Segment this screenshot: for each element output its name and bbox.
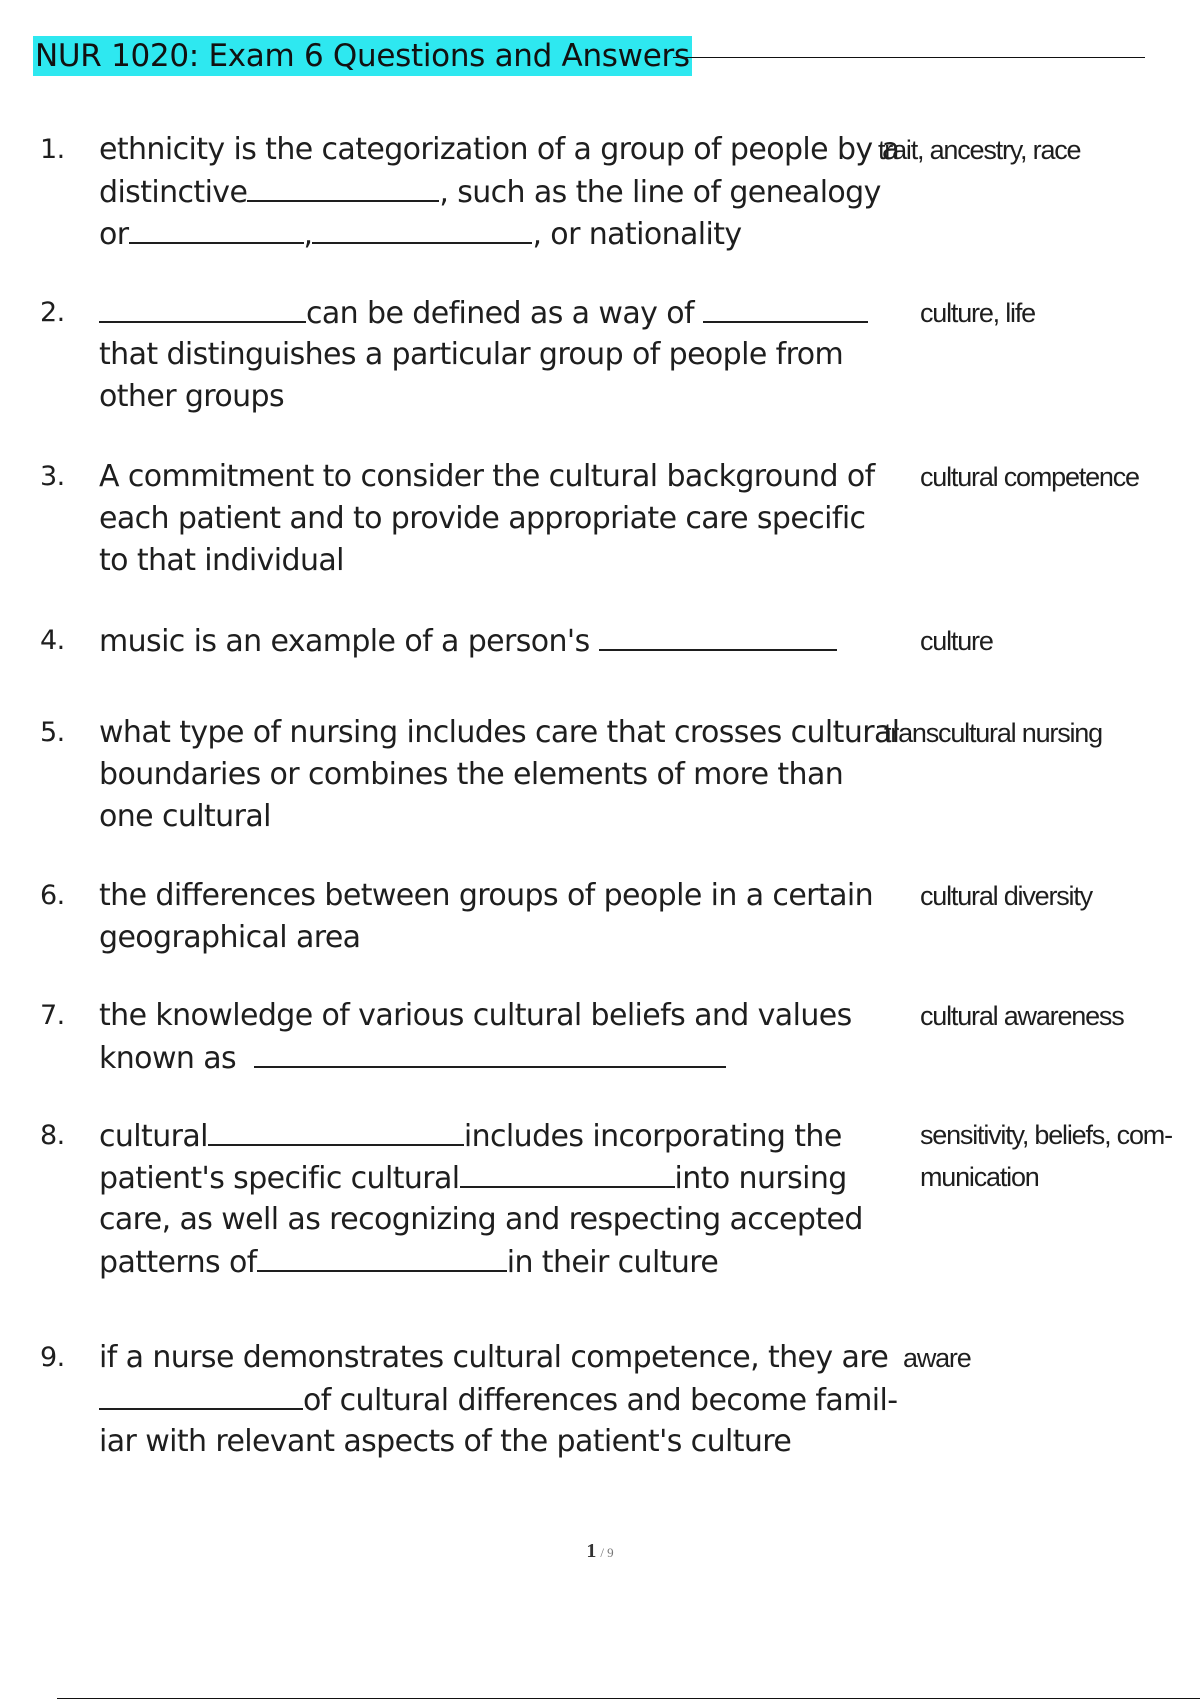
answer-blank [599,619,837,651]
question-text: if a nurse demonstrates cultural competence, they are of cultural differences and become famil- iar with relevant aspects of the patient's culture [99,1340,898,1459]
footer-rule [57,1698,1200,1699]
question-number: 6. [40,880,65,911]
answer-blank [99,1378,303,1410]
answer-text: aware [903,1343,971,1373]
answer-text: sensitivity, beliefs, com- munication [920,1120,1172,1192]
answer-text: cultural competence [920,462,1139,492]
question-number: 8. [40,1120,65,1151]
answer-text: culture [920,626,993,656]
answer-text: transcultural nursing [884,718,1102,748]
question-text: what type of nursing includes care that crosses cultural boundaries or combines the elements of more than one cultural [99,715,900,834]
answer-blank [703,291,868,323]
question-number: 3. [40,461,65,492]
question-text: ethnicity is the categorization of a group of people by a distinctive , such as the line of genealogy or , , or nationality [99,132,900,252]
question-text: cultural includes incorporating the patient's specific cultural into nursing care, as well as recognizing and respecting accepted patterns of in their culture [99,1114,863,1282]
answer-text: cultural diversity [920,881,1092,911]
answer-text: culture, life [920,298,1035,328]
page-title: NUR 1020: Exam 6 Questions and Answers [35,38,690,74]
question-text: the differences between groups of people in a certain geographical area [99,878,874,955]
answer-text: cultural awareness [920,1001,1124,1031]
question-text: A commitment to consider the cultural background of each patient and to provide appropriate care specific to that individual [99,459,875,578]
question-text: music is an example of a person's [99,619,837,663]
header [33,36,1145,76]
question-number: 7. [40,1000,65,1031]
page-current: 1 [586,1540,597,1562]
question-number: 2. [40,297,65,328]
page-number [0,1540,1200,1563]
answer-blank [99,291,306,323]
answer-blank [247,170,439,202]
answer-blank [254,1036,726,1068]
question-number: 9. [40,1342,65,1373]
answer-blank [208,1114,464,1146]
title-rule [673,57,1145,58]
page-total: / 9 [600,1545,614,1560]
answer-blank [312,212,532,244]
answer-text: trait, ancestry, race [878,135,1081,165]
question-text: can be defined as a way of that distinguishes a particular group of people from other groups [99,291,868,417]
question-text: the knowledge of various cultural beliefs and values known as [99,998,852,1076]
question-number: 1. [40,134,65,165]
answer-blank [129,212,304,244]
question-number: 4. [40,625,65,656]
question-number: 5. [40,717,65,748]
answer-blank [257,1240,507,1272]
answer-blank [460,1156,675,1188]
